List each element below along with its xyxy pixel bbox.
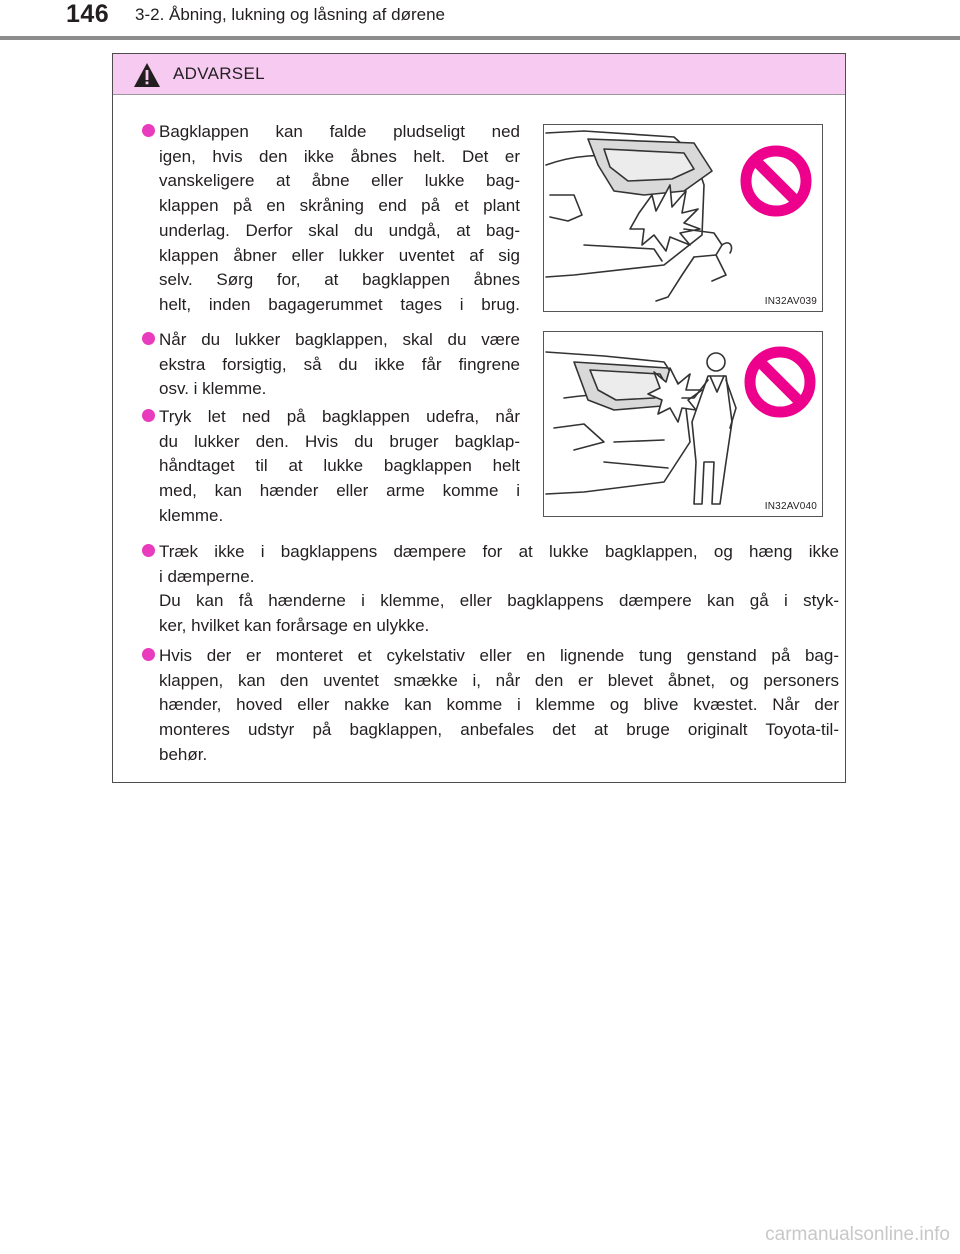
illustration-tailgate-closing (543, 331, 823, 517)
prohibited-icon (544, 125, 822, 311)
bullet-icon (142, 409, 155, 422)
text-line: vanskeligere at åbne eller lukke bag- (159, 171, 520, 191)
bullet-icon (142, 544, 155, 557)
text-line: klemme. (159, 505, 224, 525)
text-line: klappen, kan den uventet smække i, når den er blevet åbnet, og personers (159, 670, 839, 690)
warning-header (113, 54, 845, 95)
text-line: Bagklappen kan falde pludseligt ned (159, 122, 520, 141)
text-line: med, kan hænder eller arme komme i (159, 481, 520, 501)
warning-triangle-icon (133, 62, 161, 88)
text-line: Hvis der er monteret et cykelstativ eller en lignende tung genstand på bag- (159, 646, 839, 665)
text-line: Når du lukker bagklappen, skal du være (159, 330, 520, 349)
text-line: monteres udstyr på bagklappen, anbefales det at bruge originalt Toyota-til- (159, 720, 839, 740)
text-line: Du kan få hænderne i klemme, eller bagklappens dæmpere kan gå i styk- (159, 591, 839, 611)
text-line: ekstra forsigtig, så du ikke får fingrene (159, 354, 520, 374)
section-title: 3-2. Åbning, lukning og låsning af dørene (135, 5, 445, 24)
text-line: klappen åbner eller lukker uventet af sig (159, 245, 520, 265)
prohibited-icon (544, 332, 822, 516)
text-line: behør. (159, 744, 208, 764)
text-line: helt, inden bagagerummet tages i brug. (159, 294, 520, 314)
figure-code: IN32AV039 (764, 296, 817, 307)
text-line: håndtaget til at lukke bagklappen helt (159, 456, 520, 476)
header-divider (0, 36, 960, 40)
warning-item-4 (159, 540, 839, 639)
text-line: i dæmperne. (159, 566, 255, 586)
figure-code: IN32AV040 (764, 501, 817, 512)
text-line: Tryk let ned på bagklappen udefra, når (159, 407, 520, 426)
bullet-icon (142, 332, 155, 345)
text-line: Træk ikke i bagklappens dæmpere for at lukke bagklappen, og hæng ikke (159, 542, 839, 561)
warning-label: ADVARSEL (173, 64, 265, 83)
text-line: du lukker den. Hvis du bruger bagklap- (159, 431, 520, 451)
bullet-icon (142, 124, 155, 137)
warning-item-5 (159, 644, 839, 768)
text-line: underlag. Derfor skal du undgå, at bag- (159, 220, 520, 240)
text-line: klappen på en skråning end på et plant (159, 196, 520, 216)
warning-box (112, 53, 846, 783)
text-line: selv. Sørg for, at bagklappen åbnes (159, 270, 520, 290)
page-number: 146 (66, 0, 110, 28)
illustration-tailgate-falling (543, 124, 823, 312)
watermark: carmanualsonline.info (765, 1224, 950, 1245)
text-line: osv. i klemme. (159, 379, 267, 399)
warning-item-3 (159, 405, 520, 529)
warning-item-2 (159, 328, 520, 402)
text-line: igen, hvis den ikke åbnes helt. Det er (159, 146, 520, 166)
bullet-icon (142, 648, 155, 661)
warning-item-1 (159, 120, 520, 318)
text-line: hænder, hoved eller nakke kan komme i klemme og blive kvæstet. Når der (159, 695, 839, 715)
text-line: ker, hvilket kan forårsage en ulykke. (159, 616, 430, 636)
